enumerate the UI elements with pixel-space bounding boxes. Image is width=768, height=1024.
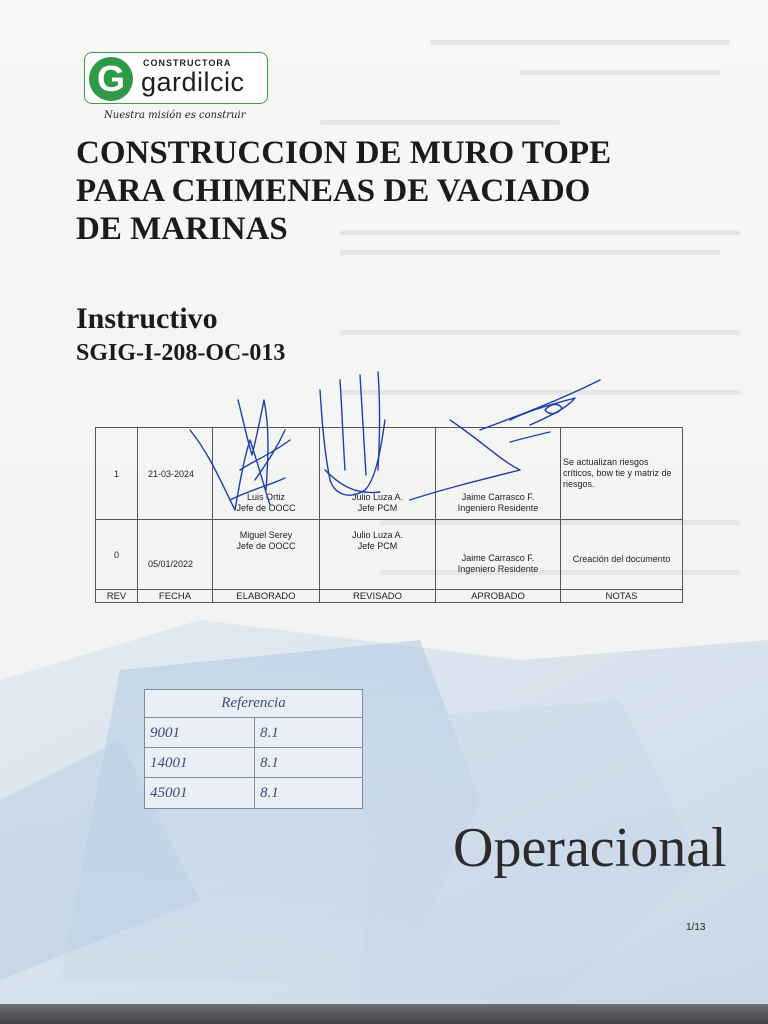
logo-constructora-text: CONSTRUCTORA	[143, 58, 232, 68]
notas-text: Creación del documento	[572, 554, 671, 564]
fecha-cell: 21-03-2024	[138, 428, 213, 520]
revisado-name: Julio Luza A.	[351, 530, 404, 540]
bleed-through-line	[340, 250, 720, 255]
title-line-2: PARA CHIMENEAS DE VACIADO	[76, 173, 591, 209]
norma-cell: 14001	[145, 748, 255, 777]
document-code: SGIG-I-208-OC-013	[76, 340, 286, 366]
rev-cell: 0	[96, 520, 138, 590]
header-revisado: REVISADO	[320, 590, 436, 603]
norma-cell: 9001	[145, 718, 255, 747]
referencia-table	[144, 689, 363, 809]
document-title	[76, 134, 696, 248]
table-row	[145, 748, 362, 778]
rev-cell: 1	[96, 428, 138, 520]
header-elaborado: ELABORADO	[213, 590, 320, 603]
header-notas: NOTAS	[561, 590, 683, 603]
referencia-title: Referencia	[145, 690, 362, 718]
table-row	[96, 520, 683, 590]
aprobado-name: Jaime Carrasco F.	[461, 492, 535, 502]
elaborado-name: Luis Ortiz	[246, 492, 285, 502]
clausula-cell: 8.1	[260, 725, 279, 741]
aprobado-role: Ingeniero Residente	[457, 503, 539, 513]
document-type: Instructivo	[76, 302, 218, 335]
title-line-1: CONSTRUCCION DE MURO TOPE	[76, 135, 612, 171]
bleed-through-line	[430, 40, 730, 45]
aprobado-cell	[436, 520, 561, 590]
norma-cell: 45001	[145, 778, 255, 808]
fecha-cell: 05/01/2022	[138, 520, 213, 590]
elaborado-role: Jefe de OOCC	[236, 503, 296, 513]
table-row	[145, 778, 362, 808]
notas-cell	[561, 428, 683, 520]
elaborado-cell	[213, 520, 320, 590]
table-row	[96, 428, 683, 520]
elaborado-role: Jefe de OOCC	[236, 541, 296, 551]
bleed-through-line	[340, 390, 740, 395]
table-header-row	[96, 590, 683, 603]
clausula-cell: 8.1	[260, 785, 279, 801]
background-graphic	[0, 600, 768, 1004]
company-logo	[84, 52, 268, 104]
scan-edge-strip	[0, 1004, 768, 1024]
revision-table	[95, 427, 683, 603]
page-number: 1/13	[686, 922, 706, 933]
aprobado-name: Jaime Carrasco F.	[461, 552, 535, 563]
logo-company-name: gardilcic	[141, 67, 245, 97]
bleed-through-line	[520, 70, 720, 75]
notas-text: Se actualizan riesgos críticos, bow tie y matriz de riesgos.	[563, 457, 672, 489]
elaborado-name: Miguel Serey	[239, 530, 293, 540]
revisado-cell	[320, 520, 436, 590]
aprobado-role: Ingeniero Residente	[457, 563, 539, 574]
bleed-through-line	[320, 120, 560, 125]
header-rev: REV	[96, 590, 138, 603]
revisado-role: Jefe PCM	[357, 503, 398, 513]
category-label: Operacional	[453, 817, 727, 879]
revisado-cell	[320, 428, 436, 520]
header-fecha: FECHA	[138, 590, 213, 603]
revisado-role: Jefe PCM	[357, 541, 398, 551]
logo-g-mark: G	[89, 57, 133, 101]
elaborado-cell	[213, 428, 320, 520]
clausula-cell: 8.1	[260, 755, 279, 771]
bleed-through-line	[340, 330, 740, 335]
header-aprobado: APROBADO	[436, 590, 561, 603]
company-slogan: Nuestra misión es construir	[104, 110, 246, 121]
table-row	[145, 718, 362, 748]
revisado-name: Julio Luza A.	[351, 492, 404, 502]
notas-cell	[561, 520, 683, 590]
title-line-3: DE MARINAS	[76, 211, 288, 247]
aprobado-cell	[436, 428, 561, 520]
